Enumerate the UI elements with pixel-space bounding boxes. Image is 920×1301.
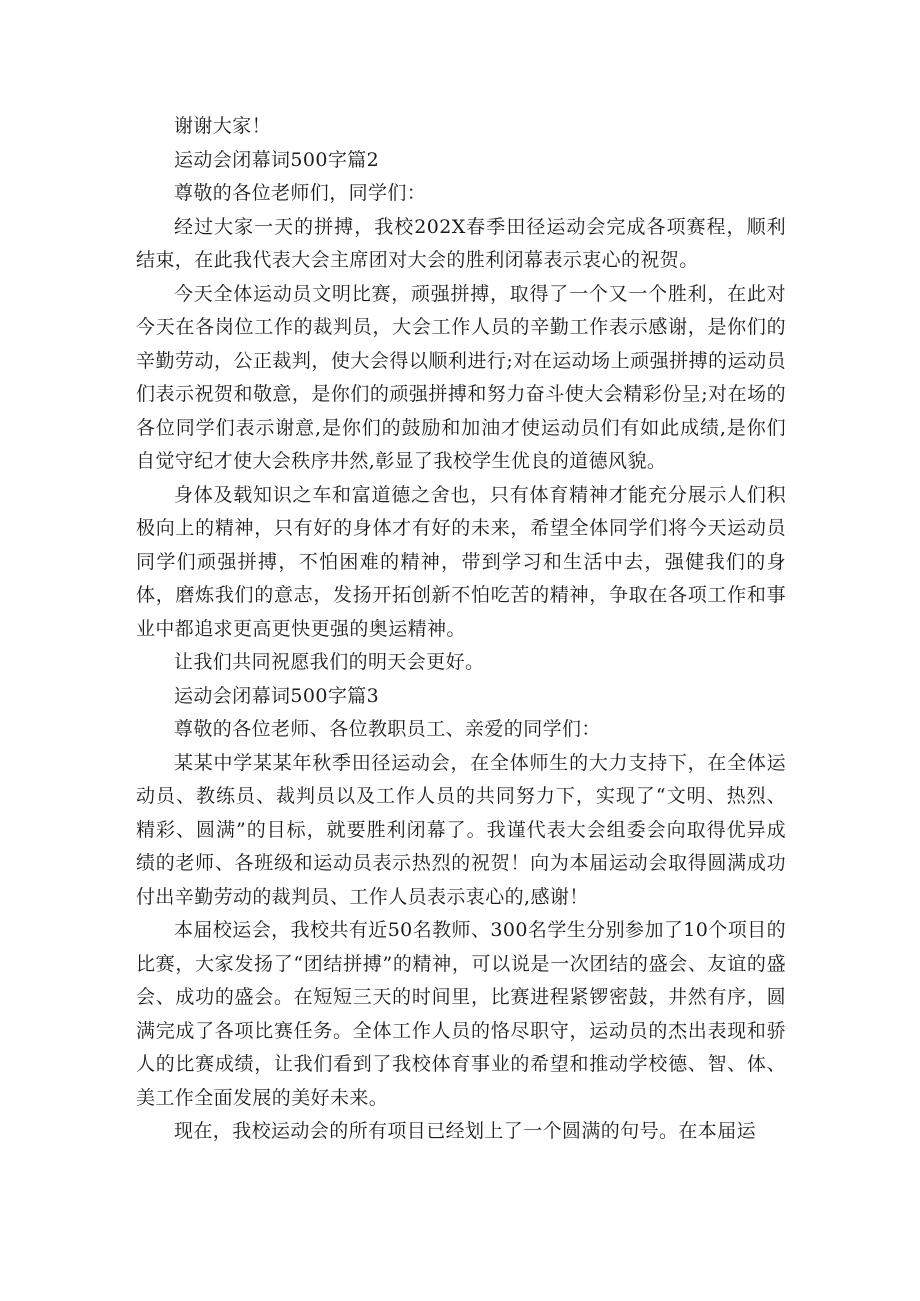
paragraph: 让我们共同祝愿我们的明天会更好。: [174, 651, 485, 673]
section-heading-2: 运动会闭幕词500字篇2: [174, 148, 380, 171]
salutation-3: 尊敬的各位老师、各位教职员工、亲爱的同学们：: [174, 718, 601, 740]
paragraph: 经过大家一天的拼搏，我校202X春季田径运动会完成各项赛程，顺利结束，在此我代表大会主席团对大会的胜利闭幕表示衷心的祝贺。: [136, 215, 786, 271]
paragraph: 今天全体运动员文明比赛，顽强拼搏，取得了一个又一个胜利，在此对今天在各岗位工作的裁判员，大会工作人员的辛勤工作表示感谢，是你们的辛勤劳动，公正裁判，使大会得以顺利进行;对在运动场上顽强拼搏的运动员们表示祝贺和敬意，是你们的顽强拼搏和努力奋斗使大会精彩份呈;对在场的各位同学们表示谢意,是你们的鼓励和加油才使运动员们有如此成绩,是你们自觉守纪才使大会秩序井然,彰显了我校学生优良的道德风貌。: [136, 282, 786, 472]
paragraph: 本届校运会，我校共有近50名教师、300名学生分别参加了10个项目的比赛，大家发扬了“团结拼搏”的精神，可以说是一次团结的盛会、友谊的盛会、成功的盛会。在短短三天的时间里，比赛进程紧锣密鼓，井然有序，圆满完成了各项比赛任务。全体工作人员的恪尽职守，运动员的杰出表现和骄人的比赛成绩，让我们看到了我校体育事业的希望和推动学校德、智、体、美工作全面发展的美好未来。: [136, 919, 786, 1109]
salutation-2: 尊敬的各位老师们，同学们：: [174, 182, 427, 204]
paragraph: 身体及载知识之车和富道德之舍也，只有体育精神才能充分展示人们积极向上的精神，只有好的身体才有好的未来，希望全体同学们将今天运动员同学们顽强拼搏，不怕困难的精神，带到学习和生活中去，强健我们的身体，磨炼我们的意志，发扬开拓创新不怕吃苦的精神，争取在各项工作和事业中都追求更高更快更强的奥运精神。: [136, 483, 786, 640]
closing-thanks: 谢谢大家！: [174, 115, 272, 137]
paragraph: 现在，我校运动会的所有项目已经划上了一个圆满的句号。在本届运: [174, 1120, 757, 1142]
paragraph: 某某中学某某年秋季田径运动会，在全体师生的大力支持下，在全体运动员、教练员、裁判员以及工作人员的共同努力下，实现了“文明、热烈、精彩、圆满”的目标，就要胜利闭幕了。我谨代表大会组委会向取得优异成绩的老师、各班级和运动员表示热烈的祝贺！向为本届运动会取得圆满成功付出辛勤劳动的裁判员、工作人员表示衷心的,感谢！: [136, 751, 786, 908]
section-heading-3: 运动会闭幕词500字篇3: [174, 684, 380, 707]
document-body: [136, 110, 786, 1149]
